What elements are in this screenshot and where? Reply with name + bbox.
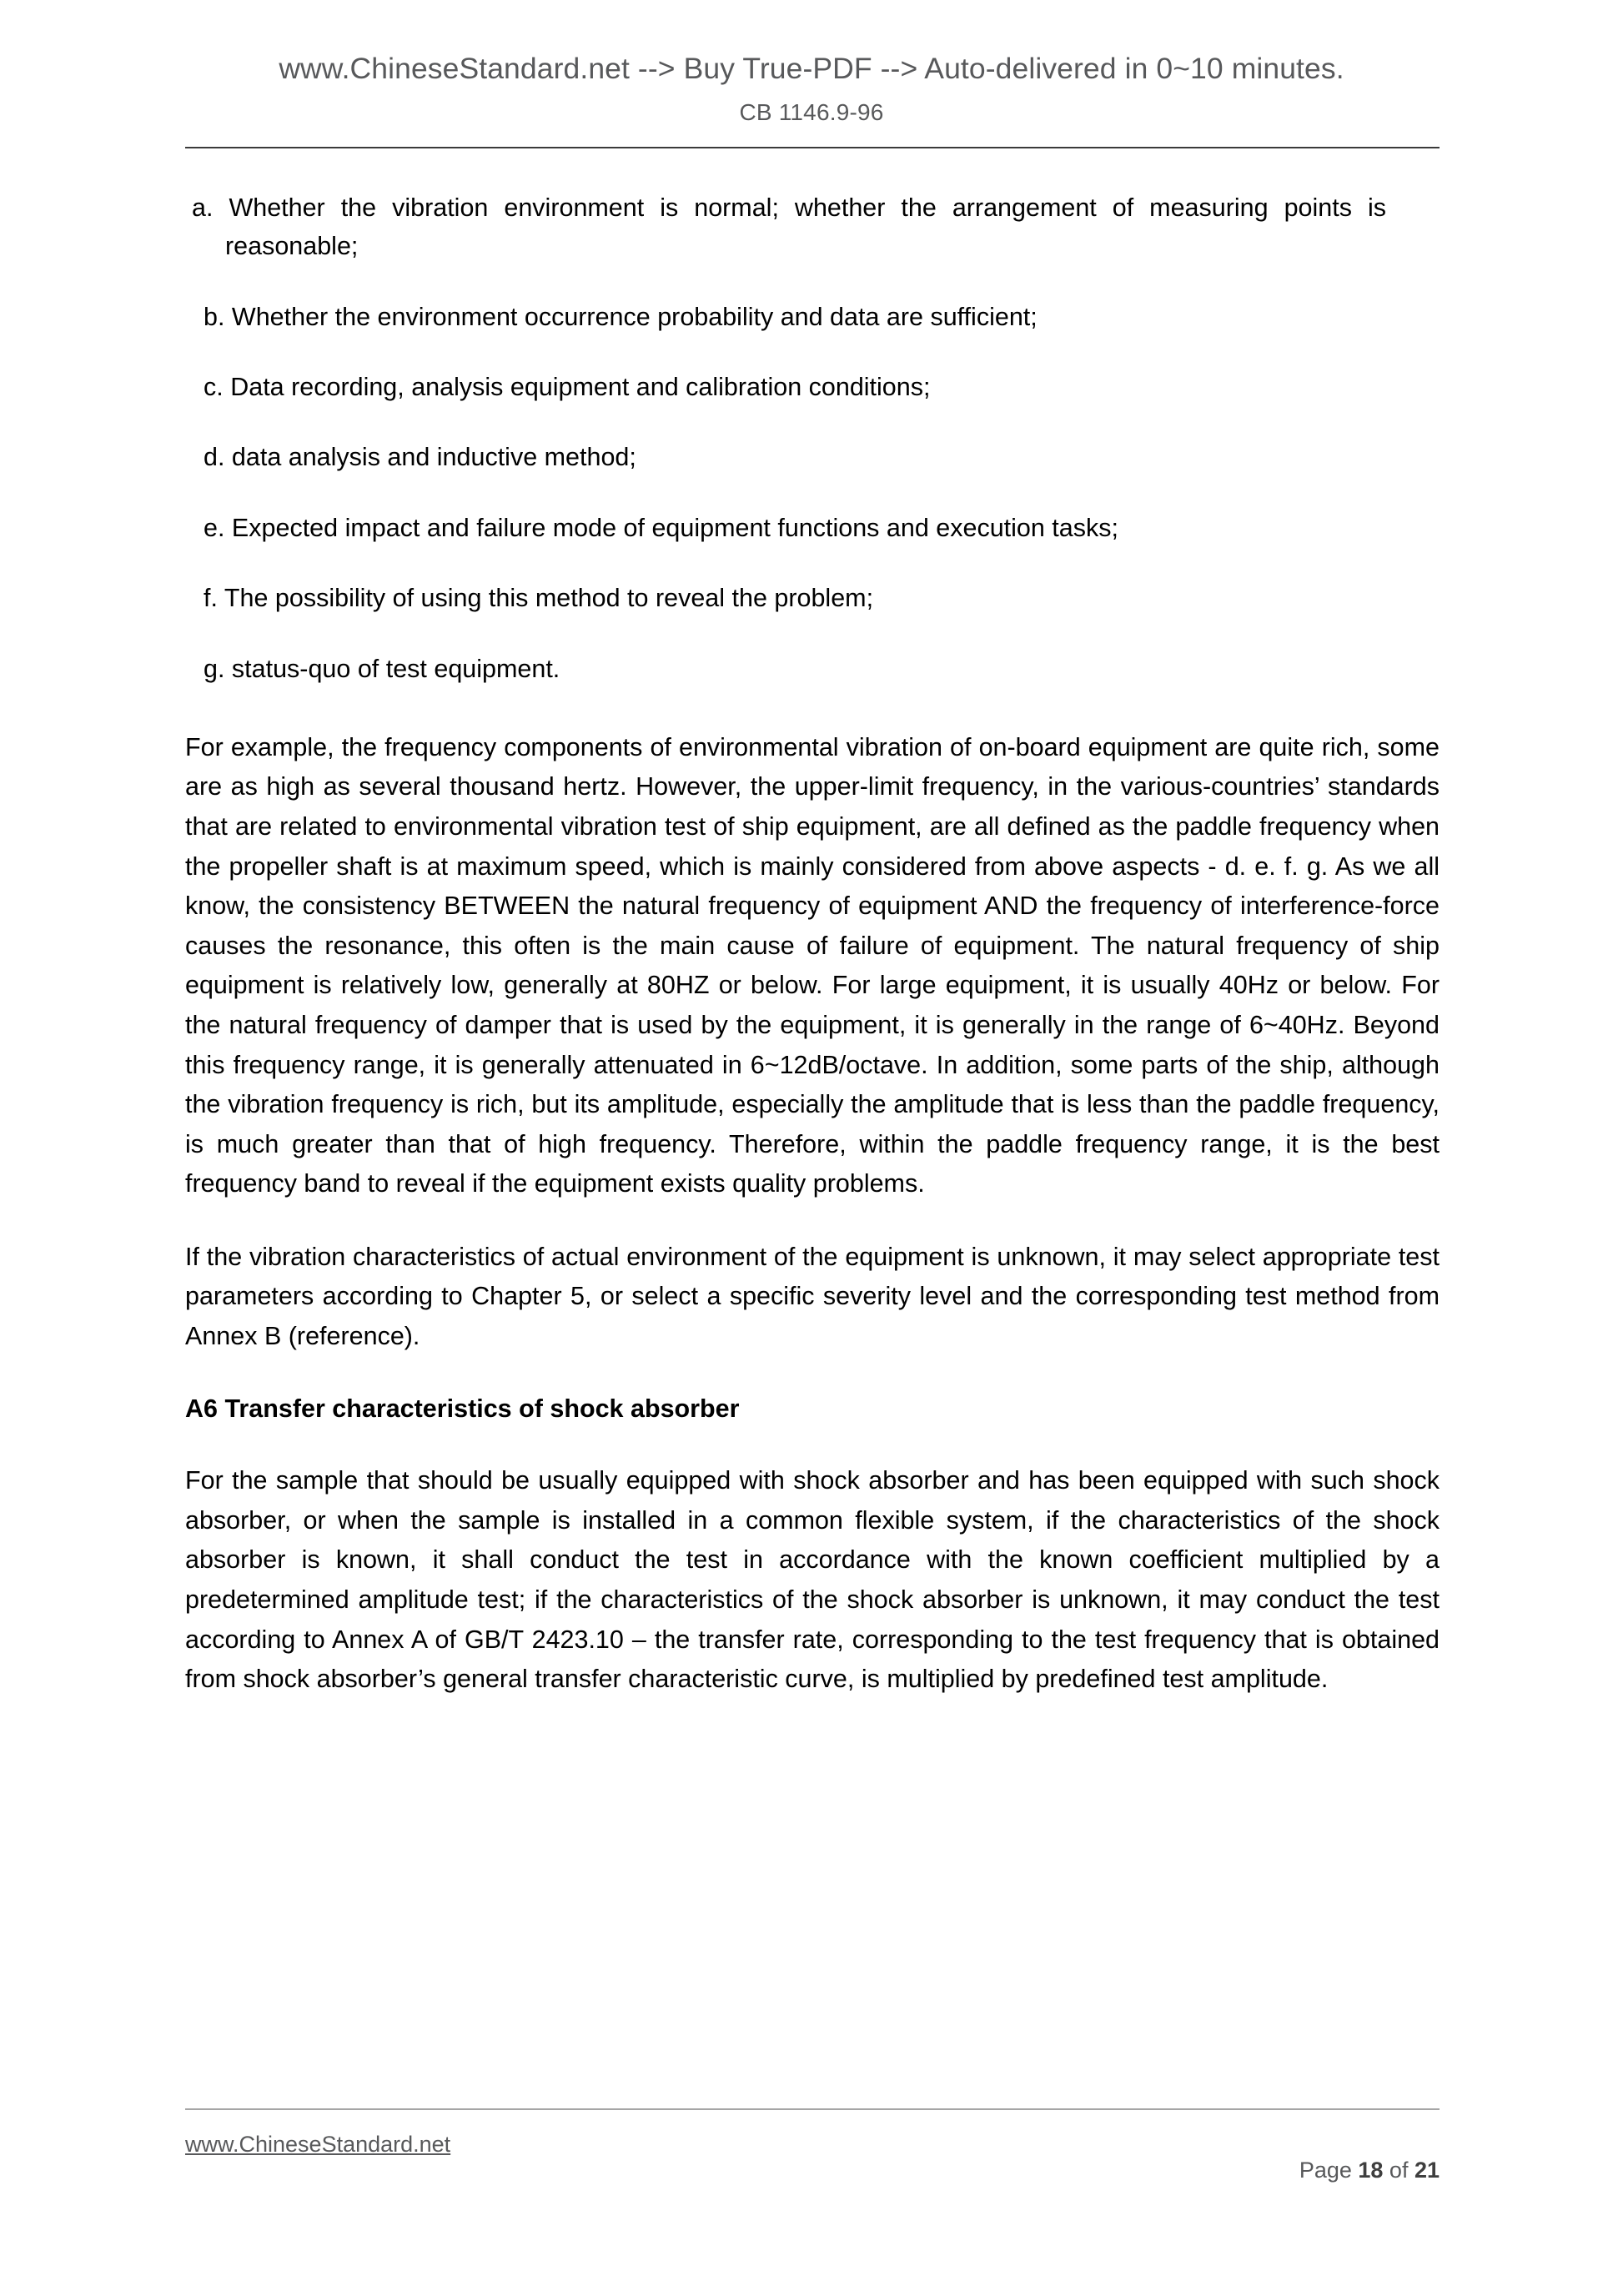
list-item-marker: f. [204, 584, 218, 613]
page-label-prefix: Page [1299, 2158, 1359, 2183]
list-item-marker: d. [204, 443, 225, 472]
standard-number: CB 1146.9-96 [739, 99, 884, 125]
lettered-list [185, 188, 1440, 688]
page-label-middle: of [1383, 2158, 1414, 2183]
list-item-marker: b. [204, 302, 225, 331]
list-item [185, 368, 1386, 406]
footer-website-link[interactable]: www.ChineseStandard.net [185, 2132, 451, 2157]
list-item-marker: c. [204, 373, 224, 402]
header-promo-text: www.ChineseStandard.net --> Buy True-PDF --> Auto-delivered in 0~10 minutes. [279, 52, 1344, 85]
list-item-marker: e. [204, 513, 225, 542]
footer-row [185, 2132, 1440, 2209]
page-content [185, 188, 1440, 1700]
page-total-number: 21 [1414, 2158, 1440, 2183]
list-item-marker: a. [192, 193, 214, 222]
paragraph-frequency-components: For example, the frequency components of environmental vibration of on-board equipment are quite rich, some are as high as several thousand hertz. However, the upper-limit frequency, in the various-countries’ standards that are related to environmental vibration test of ship equipment, are all defined as the paddle frequency when the propeller shaft is at maximum speed, which is mainly considered from above aspects - d. e. f. g. As we all know, the consistency BETWEEN the natural frequency of equipment AND the frequency of interference-force causes the resonance, this often is the main cause of failure of equipment. The natural frequency of ship equipment is relatively low, generally at 80HZ or below. For large equipment, it is usually 40Hz or below. For the natural frequency of damper that is used by the equipment, it is generally in the range of 6~40Hz. Beyond this frequency range, it is generally attenuated in 6~12dB/octave. In addition, some parts of the ship, although the vibration frequency is rich, but its amplitude, especially the amplitude that is less than the paddle frequency, is much greater than that of high frequency. Therefore, within the paddle frequency range, it is the best frequency band to reveal if the equipment exists quality problems. [185, 732, 1440, 1198]
paragraph-unknown-vibration-characteristics: If the vibration characteristics of actual environment of the equipment is unknown, it may select appropriate test parameters according to Chapter 5, or select a specific severity level and the corresponding test method from Annex B (reference). [185, 1242, 1440, 1350]
page-current-number: 18 [1358, 2158, 1384, 2183]
list-item [185, 188, 1386, 266]
list-item-text: Whether the environment occurrence probability and data are sufficient; [231, 302, 1038, 331]
list-item-marker: g. [204, 654, 225, 683]
paragraph-shock-absorber: For the sample that should be usually equipped with shock absorber and has been equipped with such shock absorber, or when the sample is installed in a common flexible system, if the characteristics of the shock absorber is known, it shall conduct the test in accordance with the known coefficient multiplied by a predetermined amplitude test; if the characteristics of the shock absorber is unknown, it may conduct the test according to Annex A of GB/T 2423.10 – the transfer rate, corresponding to the test frequency that is obtained from shock absorber’s general transfer characteristic curve, is multiplied by predefined test amplitude. [185, 1466, 1440, 1694]
list-item [185, 298, 1386, 336]
list-item-text: Data recording, analysis equipment and calibration conditions; [230, 373, 931, 402]
list-item [185, 579, 1386, 617]
list-item [185, 438, 1386, 476]
footer-divider [185, 2108, 1440, 2110]
section-heading-a6: A6 Transfer characteristics of shock absorber [185, 1394, 740, 1423]
list-item-text: status-quo of test equipment. [231, 654, 560, 683]
list-item-text: The possibility of using this method to reveal the problem; [224, 584, 874, 613]
header-divider [185, 147, 1440, 148]
list-item-text: data analysis and inductive method; [231, 443, 636, 472]
page-number-indicator [1249, 2132, 1440, 2209]
page-footer [185, 2108, 1440, 2209]
list-item [185, 650, 1386, 688]
page-header [0, 0, 1623, 126]
content-spacer [185, 720, 1440, 728]
list-item [185, 509, 1386, 547]
list-item-text: Whether the vibration environment is normal; whether the arrangement of measuring points is reasonable; [225, 193, 1386, 261]
list-item-text: Expected impact and failure mode of equipment functions and execution tasks; [231, 513, 1118, 542]
